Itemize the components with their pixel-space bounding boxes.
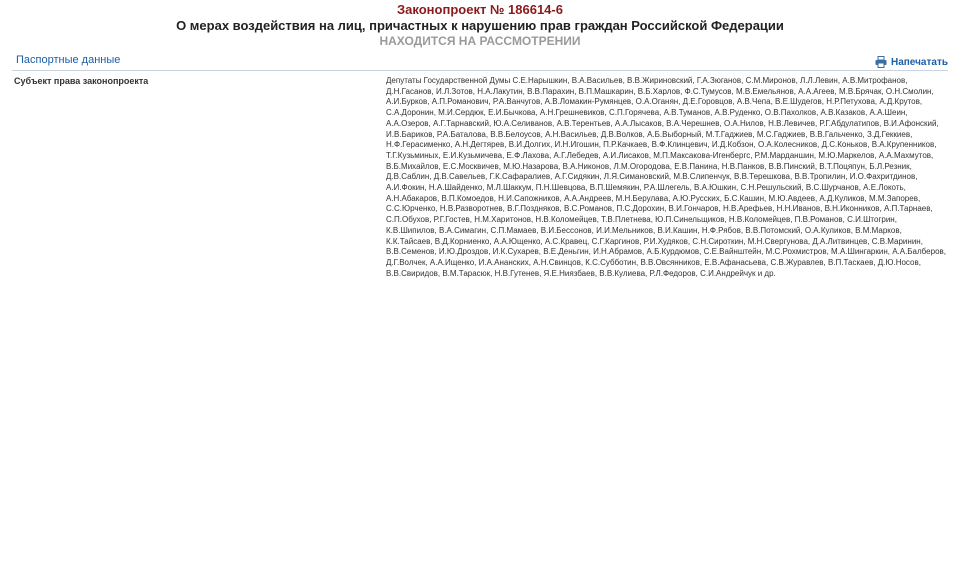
- divider: [12, 70, 948, 71]
- bill-header: [0, 0, 960, 49]
- print-label: Напечатать: [890, 56, 948, 68]
- toolbar: [0, 53, 960, 71]
- bill-status: НАХОДИТСЯ НА РАССМОТРЕНИИ: [379, 34, 581, 48]
- print-button[interactable]: [875, 56, 948, 68]
- printer-icon: [875, 56, 887, 68]
- bill-number: Законопроект № 186614-6: [397, 2, 563, 17]
- passport-data-link[interactable]: Паспортные данные: [16, 54, 121, 66]
- field-row-subject: [12, 76, 948, 566]
- bill-title: О мерах воздействия на лиц, причастных к нарушению прав граждан Российской Федерации: [176, 18, 784, 33]
- field-value-authors: Депутаты Государственной Думы С.Е.Нарышкин, В.А.Васильев, В.В.Жириновский, Г.А.Зюганов, С.М.Миронов, Л.Л.Левин, А.В.Митрофанов, Д.Н.Гасанов, И.Л.Зотов, Н.А.Лакутин, В.В.Парахин, В.П.Машкарин, В.Б.Харлов, Ф.С.Тумусов, М.В.Емельянов, А.А.Агеев, М.В.Брячак, О.Н.Смолин, А.И.Бурков, А.П.Романович, Р.А.Ванчугов, А.В.Ломакин-Румянцев, О.А.Оганян, Д.Е.Горовцов, А.В.Чепа, В.Е.Шудегов, Н.Р.Петухова, А.Д.Крутов, С.А.Доронин, М.И.Сердюк, Е.И.Бычкова, А.Н.Грешневиков, С.П.Горячева, А.В.Туманов, А.В.Руденко, О.В.Пахолков, А.В.Казаков, А.А.Шеин, А.А.Озеров, А.Г.Тарнавский, Ю.А.Селиванов, А.В.Терентьев, А.А.Лысаков, В.А.Черешнев, О.А.Нилов, Н.В.Левичев, Р.Г.Абдулатипов, В.И.Афонский, И.В.Бариков, Р.А.Баталова, В.В.Белоусов, А.Н.Васильев, Д.В.Волков, А.Б.Выборный, М.Т.Гаджиев, М.С.Гаджиев, В.В.Гальченко, З.Д.Геккиев, Н.Ф.Герасименко, А.Н.Дегтярев, В.И.Долгих, И.Н.Игошин, П.Р.Качкаев, В.Ф.Клинцевич, И.Д.Кобзон, О.А.Колесников, Д.С.Коньков, В.А.Крупенников, Т.Г.Кузьминых, Е.И.Кузьмичева, Е.Ф.Лахова, А.Г.Лебедев, А.И.Лисаков, М.П.Максакова-Игенбергс, Р.М.Марданшин, М.Ю.Маркелов, А.А.Махмутов, В.Б.Михайлов, Е.С.Москвичев, М.Ю.Назарова, В.А.Никонов, Л.М.Огородова, Е.В.Панина, Н.В.Панков, В.В.Пинский, В.Т.Поцяпун, Б.Л.Резник, Д.В.Саблин, Д.В.Савельев, Г.К.Сафаралиев, А.Г.Сидякин, Л.Я.Симановский, М.В.Слипенчук, В.В.Терешкова, В.В.Тропилин, И.О.Фахритдинов, А.И.Фокин, Н.А.Шайденко, М.Л.Шаккум, П.Н.Шевцова, В.П.Шемякин, Р.А.Шлегель, В.А.Юшкин, С.Н.Решульский, В.С.Шурчанов, А.Е.Локоть, А.Н.Абакаров, В.П.Комоедов, Н.И.Сапожников, А.А.Андреев, М.Н.Берулава, А.Ю.Русских, Б.С.Кашин, М.Ю.Авдеев, А.Д.Куликов, М.М.Запорев, С.С.Юрченко, Н.В.Разворотнев, В.Г.Поздняков, В.С.Романов, П.С.Дорохин, В.И.Гончаров, Н.В.Арефьев, Н.Н.Иванов, В.Н.Иконников, А.П.Тарнаев, С.П.Обухов, Р.Г.Гостев, Н.М.Харитонов, Н.В.Коломейцев, Т.В.Плетнева, Ю.П.Синельщиков, Н.В.Коломейцев, П.В.Романов, С.И.Штогрин, К.В.Шипилов, В.А.Симагин, С.П.Мамаев, В.И.Бессонов, И.И.Мельников, В.И.Кашин, Н.Ф.Рябов, В.В.Потомский, О.А.Куликов, В.М.Марков, К.К.Тайсаев, В.Д.Корниенко, А.А.Ющенко, А.С.Кравец, С.Г.Каргинов, Р.И.Худяков, С.Н.Сироткин, М.Н.Свергунова, Д.А.Литвинцев, С.В.Маринин, В.В.Семенов, И.Ю.Дроздов, И.К.Сухарев, В.Е.Деньгин, И.Н.Абрамов, А.Б.Курдюмов, С.Е.Вайнштейн, М.С.Рохмистров, М.А.Шингаркин, А.А.Балберов, Д.Г.Волчек, А.А.Ищенко, И.А.Ананских, А.Н.Свинцов, К.С.Субботин, В.В.Овсянников, Е.В.Афанасьева, С.В.Журавлев, В.П.Таскаев, Д.Ю.Носов, В.В.Свиридов, В.М.Тарасюк, Н.В.Гутенев, Я.Е.Ниязбаев, В.В.Кулиева, Р.Л.Федоров, С.И.Андрейчук и др.: [386, 76, 946, 278]
- field-label: Субъект права законопроекта: [14, 76, 149, 86]
